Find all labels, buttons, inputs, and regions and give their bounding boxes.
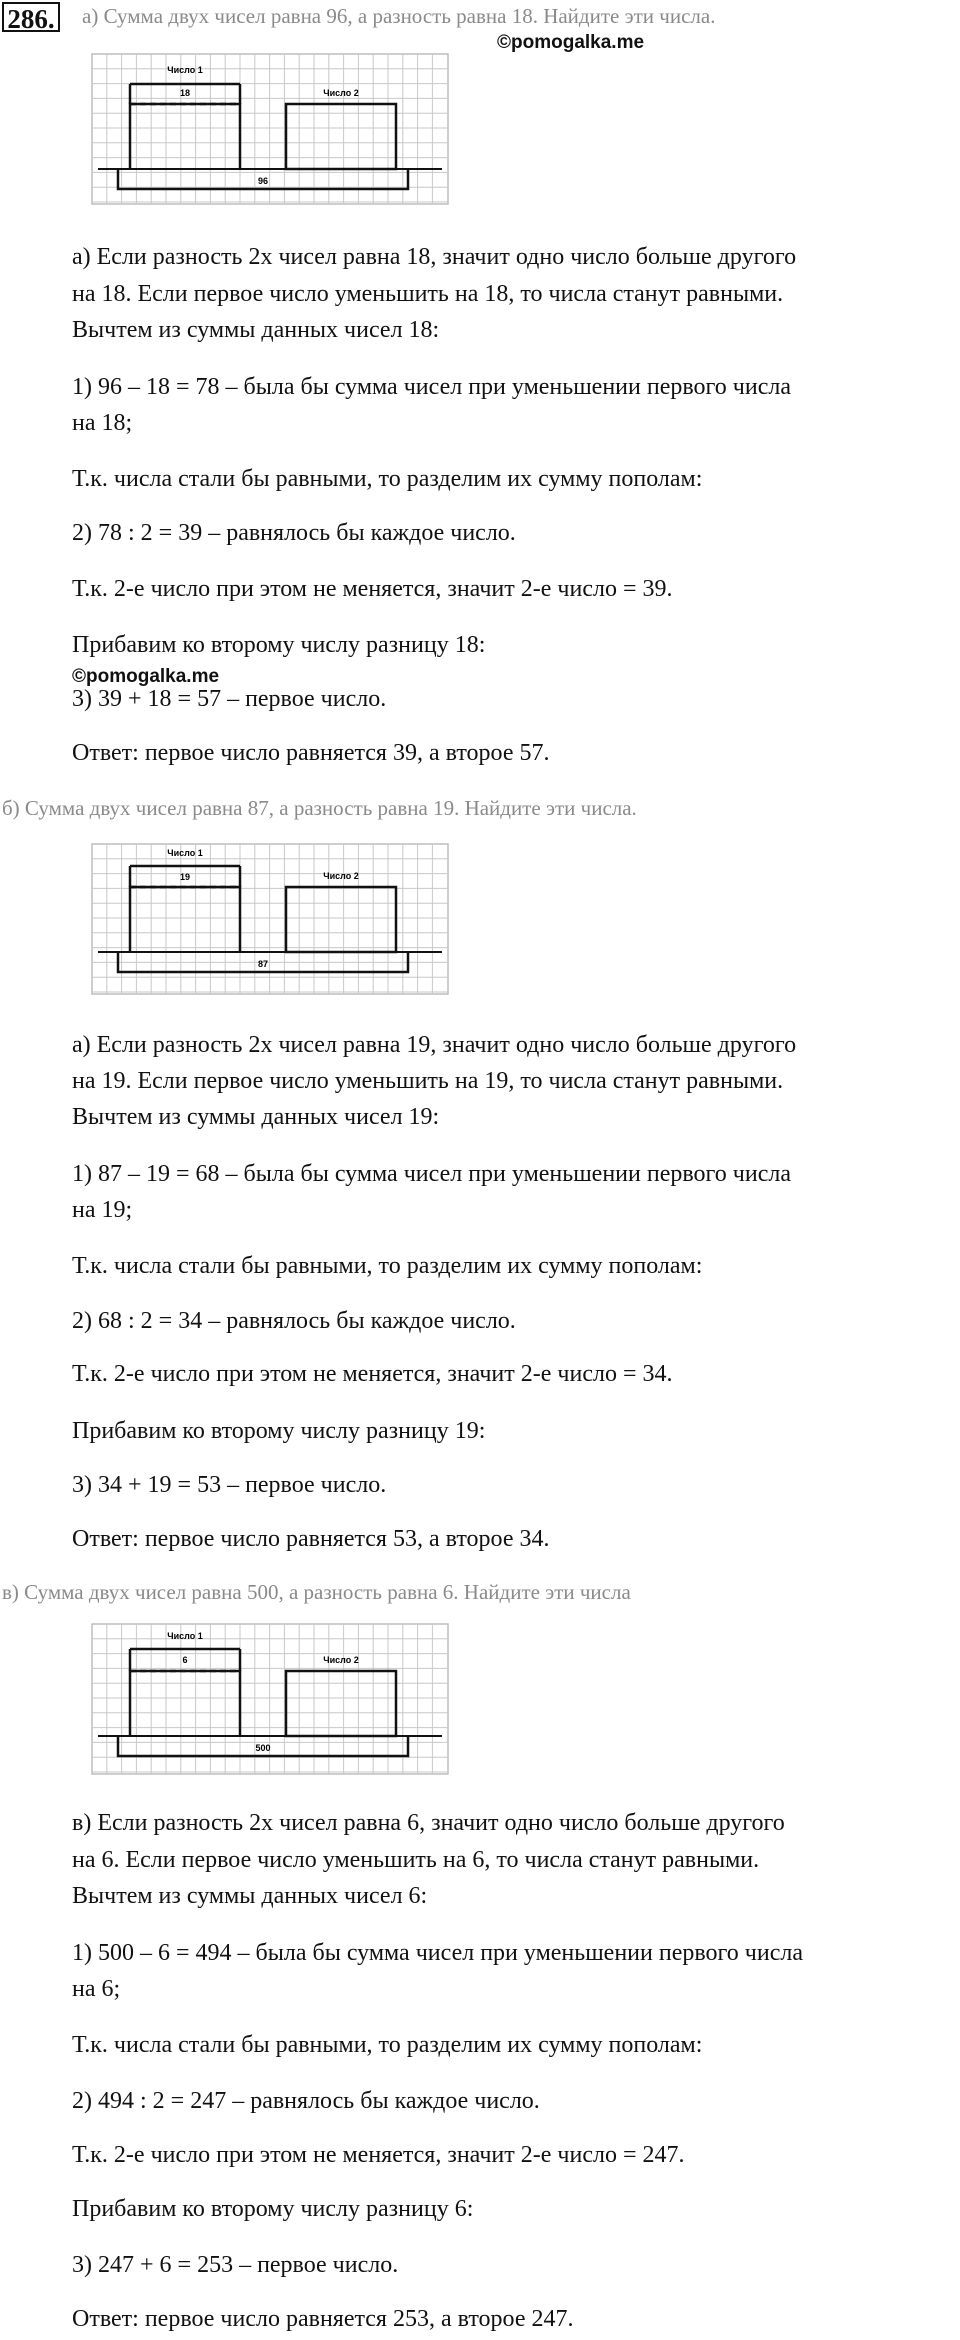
label-difference: 19 (179, 872, 191, 882)
number1-bar (130, 1671, 240, 1736)
text-line: 3) 39 + 18 = 57 – первое число. (72, 686, 387, 712)
text-line: 2) 78 : 2 = 39 – равнялось бы каждое число. (72, 520, 516, 546)
text-line: на 6; (72, 1976, 121, 2002)
problem-v-statement: в) Сумма двух чисел равна 500, а разность равна 6. Найдите эти числа (2, 1580, 631, 1604)
text-line: 3) 34 + 19 = 53 – первое число. (72, 1472, 387, 1498)
text-line: 2) 68 : 2 = 34 – равнялось бы каждое число. (72, 1308, 516, 1334)
number2-bar (286, 1671, 396, 1736)
number2-bar (286, 887, 396, 952)
text-line: Т.к. 2-е число при этом не меняется, значит 2-е число = 39. (72, 576, 673, 602)
label-number2: Число 2 (323, 1655, 359, 1665)
text-line: Вычтем из суммы данных чисел 6: (72, 1883, 428, 1909)
text-line: в) Если разность 2х чисел равна 6, значит одно число больше другого (72, 1810, 785, 1836)
label-difference: 6 (182, 1655, 188, 1665)
text-line: а) Если разность 2х чисел равна 19, значит одно число больше другого (72, 1032, 797, 1058)
label-number1: Число 1 (167, 65, 203, 75)
text-line: Т.к. 2-е число при этом не меняется, значит 2-е число = 34. (72, 1361, 673, 1387)
problem-a-statement: а) Сумма двух чисел равна 96, а разность равна 18. Найдите эти числа. (82, 4, 716, 28)
text-line: Прибавим ко второму числу разницу 6: (72, 2196, 474, 2222)
text-line: Вычтем из суммы данных чисел 19: (72, 1104, 440, 1130)
label-difference: 18 (179, 88, 191, 98)
label-number1: Число 1 (167, 848, 203, 858)
text-line: 1) 96 – 18 = 78 – была бы сумма чисел при уменьшении первого числа (72, 374, 791, 400)
text-line: на 6. Если первое число уменьшить на 6, то числа станут равными. (72, 1847, 760, 1873)
text-line: 1) 500 – 6 = 494 – была бы сумма чисел при уменьшении первого числа (72, 1940, 803, 1966)
number2-bar (286, 104, 396, 169)
label-sum: 87 (257, 959, 269, 969)
text-line: 2) 494 : 2 = 247 – равнялось бы каждое число. (72, 2088, 540, 2114)
text-line: Т.к. 2-е число при этом не меняется, значит 2-е число = 247. (72, 2142, 685, 2168)
label-number2: Число 2 (323, 88, 359, 98)
label-sum: 96 (257, 176, 269, 186)
text-line: 3) 247 + 6 = 253 – первое число. (72, 2252, 399, 2278)
label-sum: 500 (255, 1743, 271, 1753)
number1-bar (130, 887, 240, 952)
text-line: на 19; (72, 1197, 133, 1223)
text-line: Т.к. числа стали бы равными, то разделим их сумму пополам: (72, 466, 703, 492)
text-line: Т.к. числа стали бы равными, то разделим их сумму пополам: (72, 2032, 703, 2058)
text-line: на 18. Если первое число уменьшить на 18, то числа станут равными. (72, 281, 784, 307)
text-line: Ответ: первое число равняется 253, а второе 247. (72, 2306, 574, 2332)
label-number2: Число 2 (323, 871, 359, 881)
text-line: на 19. Если первое число уменьшить на 19, то числа станут равными. (72, 1068, 784, 1094)
diagram-a (90, 52, 450, 222)
number1-bar (130, 104, 240, 169)
watermark: ©pomogalka.me (72, 666, 220, 687)
problem-number: 286. (2, 2, 60, 32)
text-line: 1) 87 – 19 = 68 – была бы сумма чисел при уменьшении первого числа (72, 1161, 791, 1187)
text-line: Вычтем из суммы данных чисел 18: (72, 317, 440, 343)
problem-b-statement: б) Сумма двух чисел равна 87, а разность равна 19. Найдите эти числа. (2, 796, 637, 820)
text-line: Прибавим ко второму числу разницу 18: (72, 632, 486, 658)
text-line: Ответ: первое число равняется 39, а второе 57. (72, 740, 550, 766)
text-line: Ответ: первое число равняется 53, а второе 34. (72, 1526, 550, 1552)
watermark: ©pomogalka.me (497, 32, 645, 53)
grid (92, 54, 448, 204)
diagram-v (90, 1622, 450, 1792)
text-line: а) Если разность 2х чисел равна 18, значит одно число больше другого (72, 244, 797, 270)
diagram-b (90, 842, 450, 1012)
label-number1: Число 1 (167, 1631, 203, 1641)
text-line: Т.к. числа стали бы равными, то разделим их сумму пополам: (72, 1253, 703, 1279)
text-line: Прибавим ко второму числу разницу 19: (72, 1418, 486, 1444)
text-line: на 18; (72, 410, 133, 436)
